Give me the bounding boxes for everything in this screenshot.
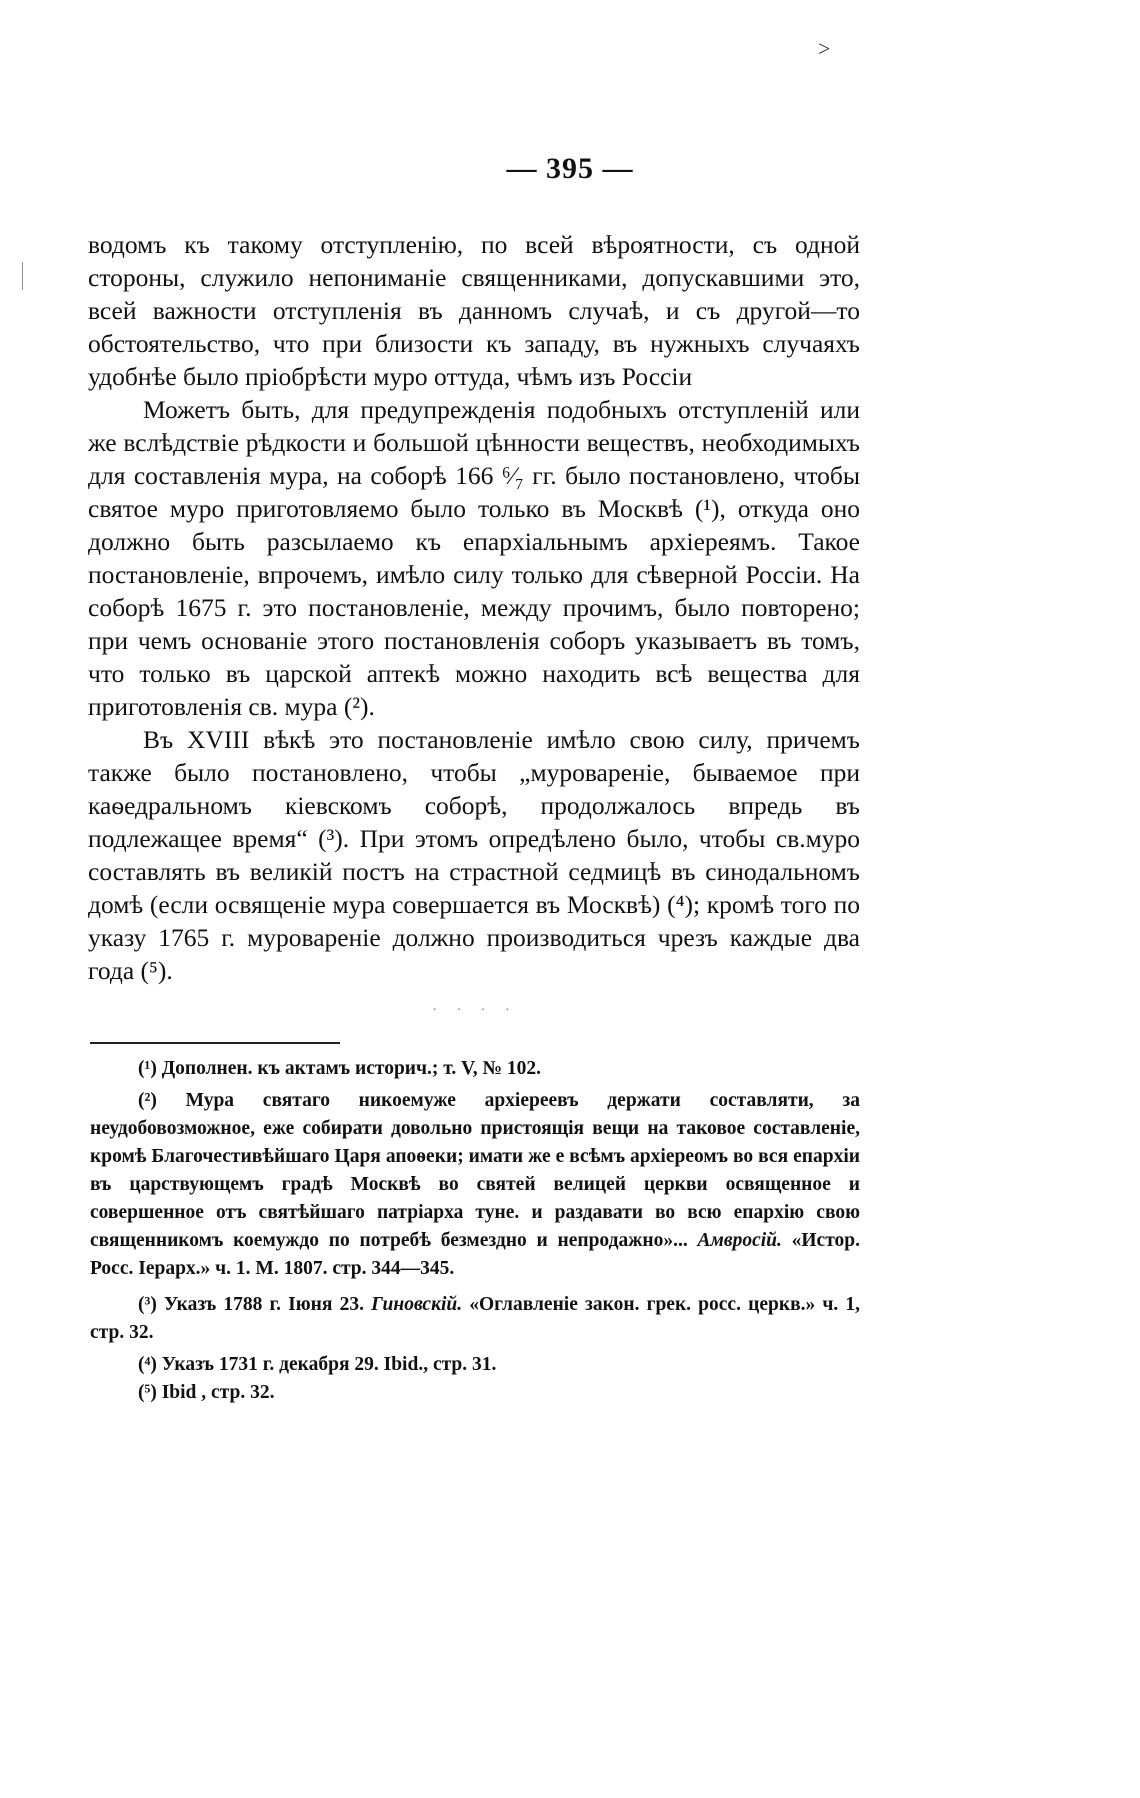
- footnote-2-text: (²) Мура святаго никоемуже архіереевъ держати составляти, за неудобовозможное, еже собирати довольно пристоящія вещи на таковое составленіе, кромѣ Благочестивѣйшаго Царя апоѳеки; имати же е всѣмъ архіереомъ во вся епархіи въ царствующемъ градѣ Москвѣ во святей велицей церкви освященное и совершенное отъ святѣйшаго патріарха туне. и раздавати во всю епархію свою священникомъ коемуждо по потребѣ безмездно и непродажно»...: [90, 1090, 860, 1251]
- footnote-3-author: Гиновскій.: [371, 1294, 463, 1315]
- footnote-3-source: «Оглавленіе закон. грек. росс. церкв.» ч. 1, стр. 32.: [90, 1294, 861, 1343]
- footnote-1: (¹) Дополнен. къ актамъ историч.; т. V, № 102.: [138, 1058, 542, 1079]
- page-number: — 395 —: [506, 152, 634, 185]
- footnotes: [90, 1055, 860, 1407]
- paragraph-3: Въ XVIII вѣкѣ это постановленіе имѣло свою силу, причемъ также было постановлено, чтобы „муровареніе, бываемое при каѳедральномъ кіевскомъ соборѣ, продолжалось впредь въ подлежащее время“ (³). При этомъ опредѣлено было, чтобы св.муро составлять въ великій постъ на страстной седмицѣ въ синодальномъ домѣ (если освященіе мура совершается въ Москвѣ) (⁴); кромѣ того по указу 1765 г. муровареніе должно производиться чрезъ каждые два года (⁵).: [88, 725, 860, 985]
- margin-line: [22, 262, 23, 290]
- footnote-2-source: «Истор. Росс. Іерарх.» ч. 1. М. 1807. стр. 344—345.: [90, 1230, 861, 1279]
- paragraph-2: Можетъ быть, для предупрежденія подобныхъ отступленій или же вслѣдствіе рѣдкости и большой цѣнности веществъ, необходимыхъ для составленія мура, на соборѣ 166 ⁶⁄₇ гг. было постановлено, чтобы святое муро приготовляемо было только въ Москвѣ (¹), откуда оно должно быть разсылаемо къ епархіальнымъ архіереямъ. Такое постановленіе, впрочемъ, имѣло силу только для сѣверной Россіи. На соборѣ 1675 г. это постановленіе, между прочимъ, было повторено; при чемъ основаніе этого постановленія соборъ указываетъ въ томъ, что только въ царской аптекѣ можно находить всѣ вещества для приготовленія св. мура (²).: [88, 395, 860, 721]
- footnote-4: (⁴) Указъ 1731 г. декабря 29. Ibid., стр. 31.: [138, 1354, 497, 1375]
- footnote-3: [90, 1291, 860, 1347]
- footnote-rule: [90, 1042, 340, 1044]
- paragraph-1: водомъ къ такому отступленію, по всей вѣроятности, съ одной стороны, служило непониманіе священниками, допускавшими это, всей важности отступленія въ данномъ случаѣ, и съ другой—то обстоятельство, что при близости къ западу, въ нужныхъ случаяхъ удобнѣе было пріобрѣсти муро оттуда, чѣмъ изъ Россіи: [88, 230, 860, 391]
- main-text: [88, 228, 860, 987]
- footnote-5: (⁵) Ibid , стр. 32.: [138, 1382, 275, 1403]
- margin-mark: >: [818, 36, 831, 61]
- footnote-2-author: Амвросій.: [697, 1230, 782, 1251]
- footnote-2: [90, 1087, 860, 1283]
- separator-dots: · · · ·: [432, 1003, 518, 1018]
- footnote-3-text: (³) Указъ 1788 г. Іюня 23.: [138, 1294, 364, 1315]
